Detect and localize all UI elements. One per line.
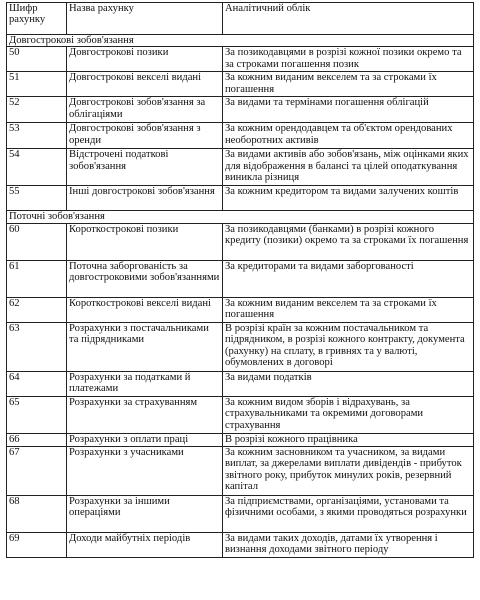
account-code: 55 [7,186,67,211]
account-code: 68 [7,495,67,532]
account-code: 66 [7,433,67,446]
account-analytics: В розрізі кожного працівника [223,433,474,446]
account-code: 62 [7,297,67,322]
account-code: 53 [7,123,67,149]
table-row [7,223,474,260]
account-name: Довгострокові зобов'язання з оренди [67,123,223,149]
table-row [7,123,474,149]
section-title-current: Поточні зобов'язання [7,211,474,223]
account-code: 69 [7,532,67,557]
account-analytics: За кредиторами та видами заборгованості [223,260,474,297]
header-code: Шифр рахунку [7,3,67,35]
section-row-long-term [7,35,474,47]
account-analytics: За кожним виданим векселем та за строками їх погашення [223,297,474,322]
account-analytics: За видами та термінами погашення облігацій [223,97,474,123]
account-name: Довгострокові векселі видані [67,72,223,97]
account-analytics: За підприємствами, організаціями, установами та фізичними особами, з якими проводяться розрахунки [223,495,474,532]
table-row [7,446,474,495]
account-name: Відстрочені податкові зобов'язання [67,149,223,186]
account-code: 50 [7,47,67,72]
account-code: 63 [7,322,67,371]
account-analytics: За позикодавцями в розрізі кожної позики окремо та за строками погашення позик [223,47,474,72]
account-analytics: За кожним засновником та учасником, за видами виплат, за джерелами виплати дивідендів - прибуток звітного року, прибуток минулих років, резервний капітал [223,446,474,495]
table-row [7,149,474,186]
header-name: Назва рахунку [67,3,223,35]
account-code: 52 [7,97,67,123]
account-name: Короткострокові позики [67,223,223,260]
table-header-row [7,3,474,35]
accounts-table-body [7,3,474,558]
account-name: Доходи майбутніх періодів [67,532,223,557]
table-row [7,72,474,97]
account-code: 64 [7,371,67,396]
account-analytics: В розрізі країн за кожним постачальником та підрядником, в розрізі кожного контракту, документа (рахунку) на сплату, в гривнях та у валюті, обумовлених в договорі [223,322,474,371]
table-row [7,433,474,446]
table-row [7,371,474,396]
table-row [7,186,474,211]
table-row [7,495,474,532]
account-name: Довгострокові позики [67,47,223,72]
account-name: Розрахунки за іншими операціями [67,495,223,532]
table-row [7,532,474,557]
account-name: Поточна заборгованість за довгостроковими зобов'язаннями [67,260,223,297]
account-code: 51 [7,72,67,97]
account-name: Короткострокові векселі видані [67,297,223,322]
account-name: Розрахунки з учасниками [67,446,223,495]
table-row [7,297,474,322]
account-name: Розрахунки за страхуванням [67,396,223,433]
account-analytics: За видами активів або зобов'язань, між оцінками яких для відображення в балансі та цілей оподаткування виникла різниця [223,149,474,186]
account-code: 67 [7,446,67,495]
account-code: 60 [7,223,67,260]
account-code: 54 [7,149,67,186]
account-code: 61 [7,260,67,297]
account-analytics: За кожним кредитором та видами залучених коштів [223,186,474,211]
account-analytics: За видами податків [223,371,474,396]
account-analytics: За кожним орендодавцем та об'єктом орендованих необоротних активів [223,123,474,149]
table-row [7,322,474,371]
table-row [7,47,474,72]
account-name: Розрахунки за податками й платежами [67,371,223,396]
section-title-long-term: Довгострокові зобов'язання [7,35,474,47]
header-analytics: Аналітичний облік [223,3,474,35]
section-row-current [7,211,474,223]
account-analytics: За кожним виданим векселем та за строками їх погашення [223,72,474,97]
accounts-table [6,2,474,558]
table-row [7,396,474,433]
account-analytics: За видами таких доходів, датами їх утворення і визнання доходами звітного періоду [223,532,474,557]
table-row [7,97,474,123]
table-row [7,260,474,297]
account-analytics: За кожним видом зборів і відрахувань, за страхувальниками та окремими договорами страхування [223,396,474,433]
account-name: Розрахунки з оплати праці [67,433,223,446]
account-name: Інші довгострокові зобов'язання [67,186,223,211]
account-analytics: За позикодавцями (банками) в розрізі кожного кредиту (позики) окремо та за строками їх погашення [223,223,474,260]
account-code: 65 [7,396,67,433]
account-name: Довгострокові зобов'язання за облігаціями [67,97,223,123]
account-name: Розрахунки з постачальниками та підрядниками [67,322,223,371]
